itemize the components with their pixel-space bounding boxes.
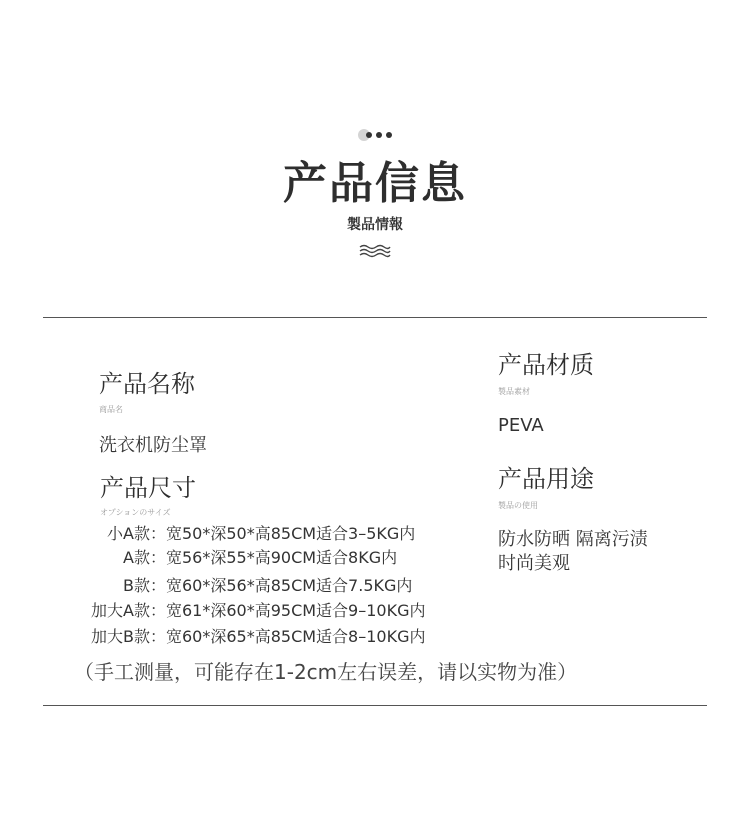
size-value: 宽61*深60*高95CM适合9–10KG内 bbox=[166, 601, 426, 620]
wave-icon bbox=[359, 244, 391, 258]
size-row bbox=[88, 547, 397, 569]
size-row bbox=[88, 626, 426, 648]
small-dot bbox=[376, 132, 382, 138]
decorative-dots bbox=[358, 129, 398, 141]
name-section-subtitle: 商品名 bbox=[99, 405, 123, 414]
name-section-title: 产品名称 bbox=[99, 370, 195, 398]
page-title: 产品信息 bbox=[283, 158, 467, 209]
size-label: B款： bbox=[123, 576, 166, 595]
small-dot bbox=[386, 132, 392, 138]
size-value: 宽60*深65*高85CM适合8–10KG内 bbox=[166, 627, 426, 646]
measurement-note: （手工测量，可能存在1-2cm左右误差，请以实物为准） bbox=[74, 660, 578, 684]
bottom-divider bbox=[43, 705, 707, 706]
usage-section-subtitle: 製品の使用 bbox=[498, 501, 538, 510]
material-section-title: 产品材质 bbox=[498, 351, 594, 379]
usage-value-line2: 时尚美观 bbox=[498, 553, 570, 574]
small-dot bbox=[366, 132, 372, 138]
product-name-value: 洗衣机防尘罩 bbox=[99, 435, 207, 456]
size-value: 宽50*深50*高85CM适合3–5KG内 bbox=[166, 524, 416, 543]
material-section-subtitle: 製品素材 bbox=[498, 387, 530, 396]
size-label: 加大B款： bbox=[91, 627, 166, 646]
top-divider bbox=[43, 317, 707, 318]
size-label: 加大A款： bbox=[91, 601, 166, 620]
size-value: 宽60*深56*高85CM适合7.5KG内 bbox=[166, 576, 413, 595]
usage-value-line1: 防水防晒 隔离污渍 bbox=[498, 529, 648, 550]
page-subtitle: 製品情報 bbox=[347, 217, 403, 233]
material-value: PEVA bbox=[498, 415, 544, 436]
size-section-title: 产品尺寸 bbox=[100, 474, 196, 502]
size-row bbox=[88, 523, 415, 545]
size-row bbox=[88, 575, 412, 597]
size-value: 宽56*深55*高90CM适合8KG内 bbox=[166, 548, 398, 567]
size-label: A款： bbox=[123, 548, 166, 567]
usage-section-title: 产品用途 bbox=[498, 465, 594, 493]
size-label: 小A款： bbox=[107, 524, 166, 543]
size-section-subtitle: オプションのサイズ bbox=[100, 508, 171, 517]
size-row bbox=[88, 600, 426, 622]
